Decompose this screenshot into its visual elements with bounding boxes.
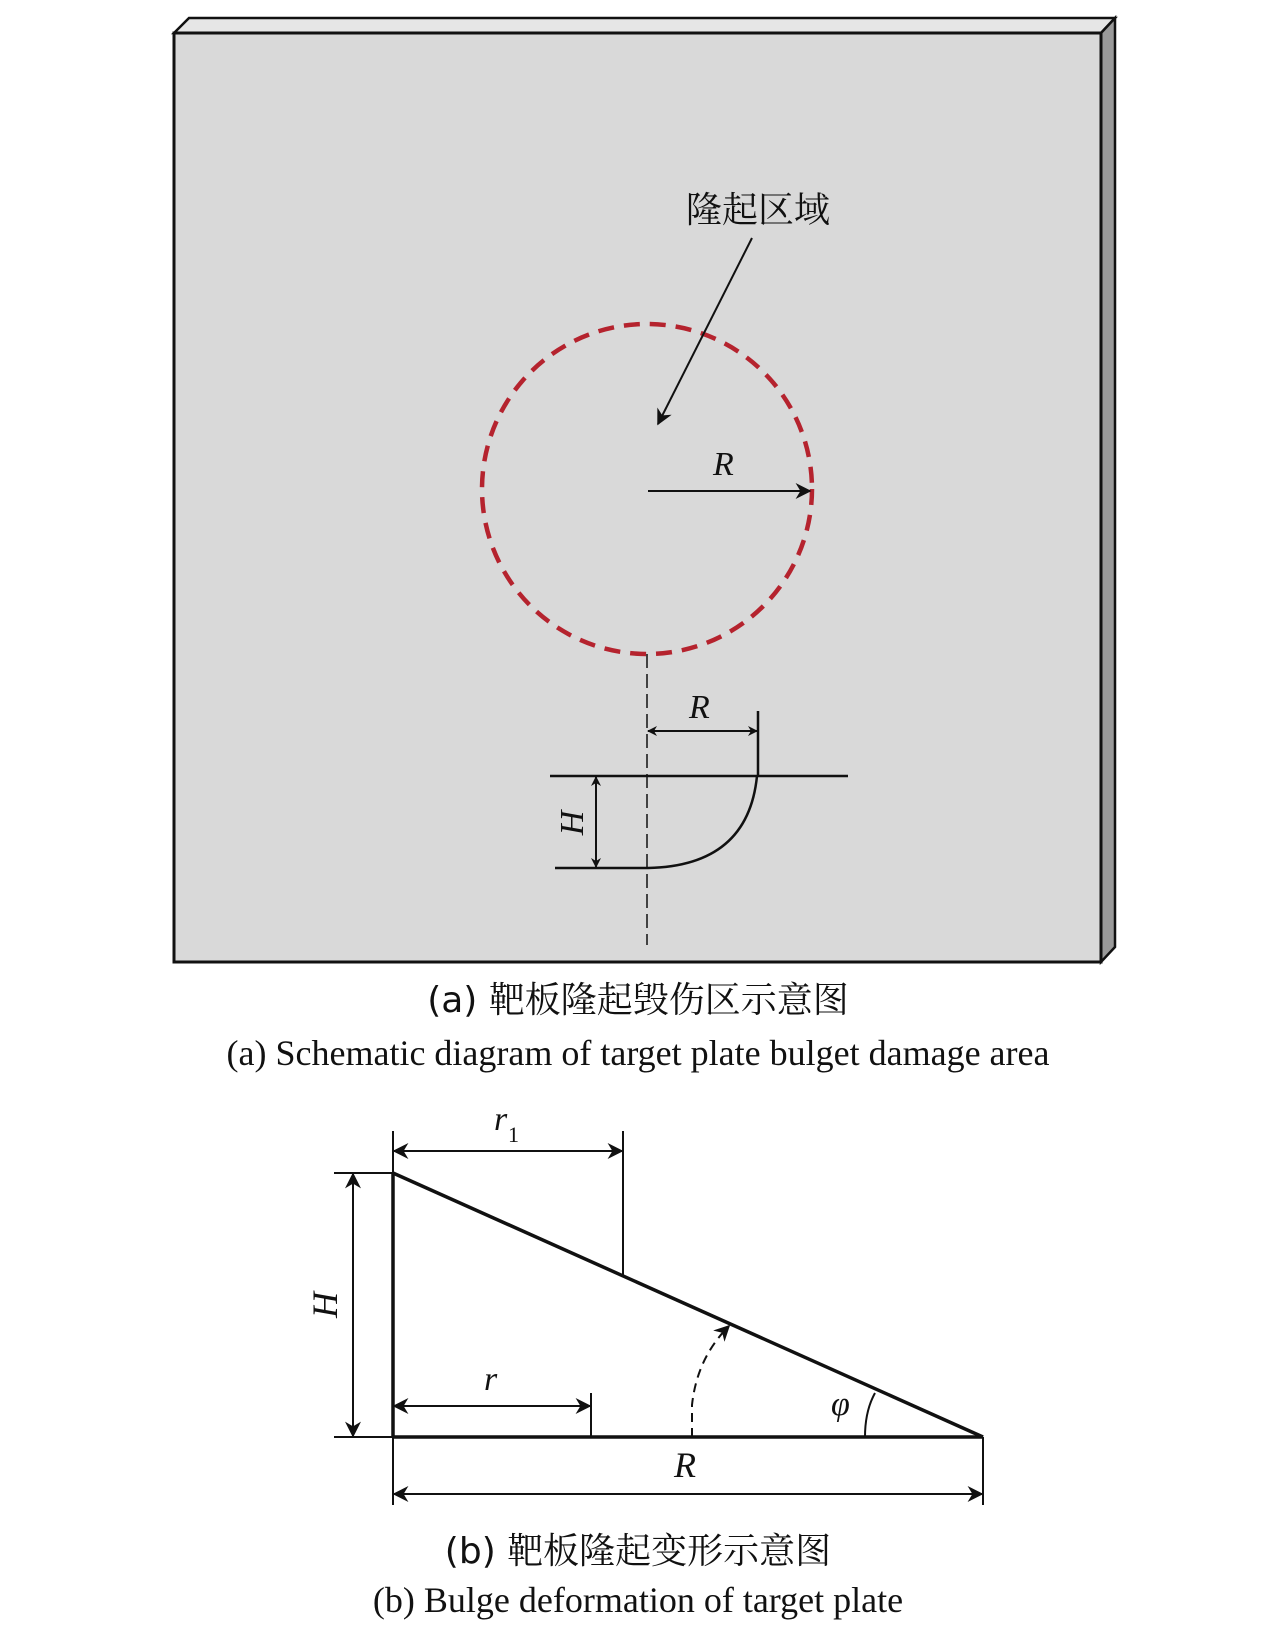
phi-label: φ [831, 1386, 850, 1423]
height-label-section: H [554, 810, 591, 836]
panel-a [174, 18, 1115, 1073]
panel-b [305, 1101, 983, 1620]
caption-a-en: (a) Schematic diagram of target plate bulget damage area [226, 1033, 1050, 1073]
bulge-area-label: 隆起区域 [686, 190, 831, 231]
radius-label-section: R [689, 689, 710, 726]
r1-subscript: 1 [508, 1122, 519, 1147]
plate-face [174, 33, 1101, 962]
r-label: r [484, 1361, 498, 1398]
plate-top-edge [174, 18, 1115, 33]
R-label: R [674, 1445, 696, 1485]
r1-label: r [494, 1101, 508, 1138]
caption-a-cn: (a) 靶板隆起毁伤区示意图 [427, 980, 849, 1021]
radius-label-circle: R [713, 446, 734, 483]
phi-angle-arc [865, 1393, 875, 1437]
caption-b-en: (b) Bulge deformation of target plate [372, 1580, 904, 1620]
triangle-hypotenuse [393, 1173, 983, 1437]
rotation-arc [692, 1326, 729, 1437]
plate-side-edge [1101, 18, 1115, 962]
H-label: H [305, 1292, 345, 1318]
caption-b-cn: (b) 靶板隆起变形示意图 [444, 1531, 832, 1572]
